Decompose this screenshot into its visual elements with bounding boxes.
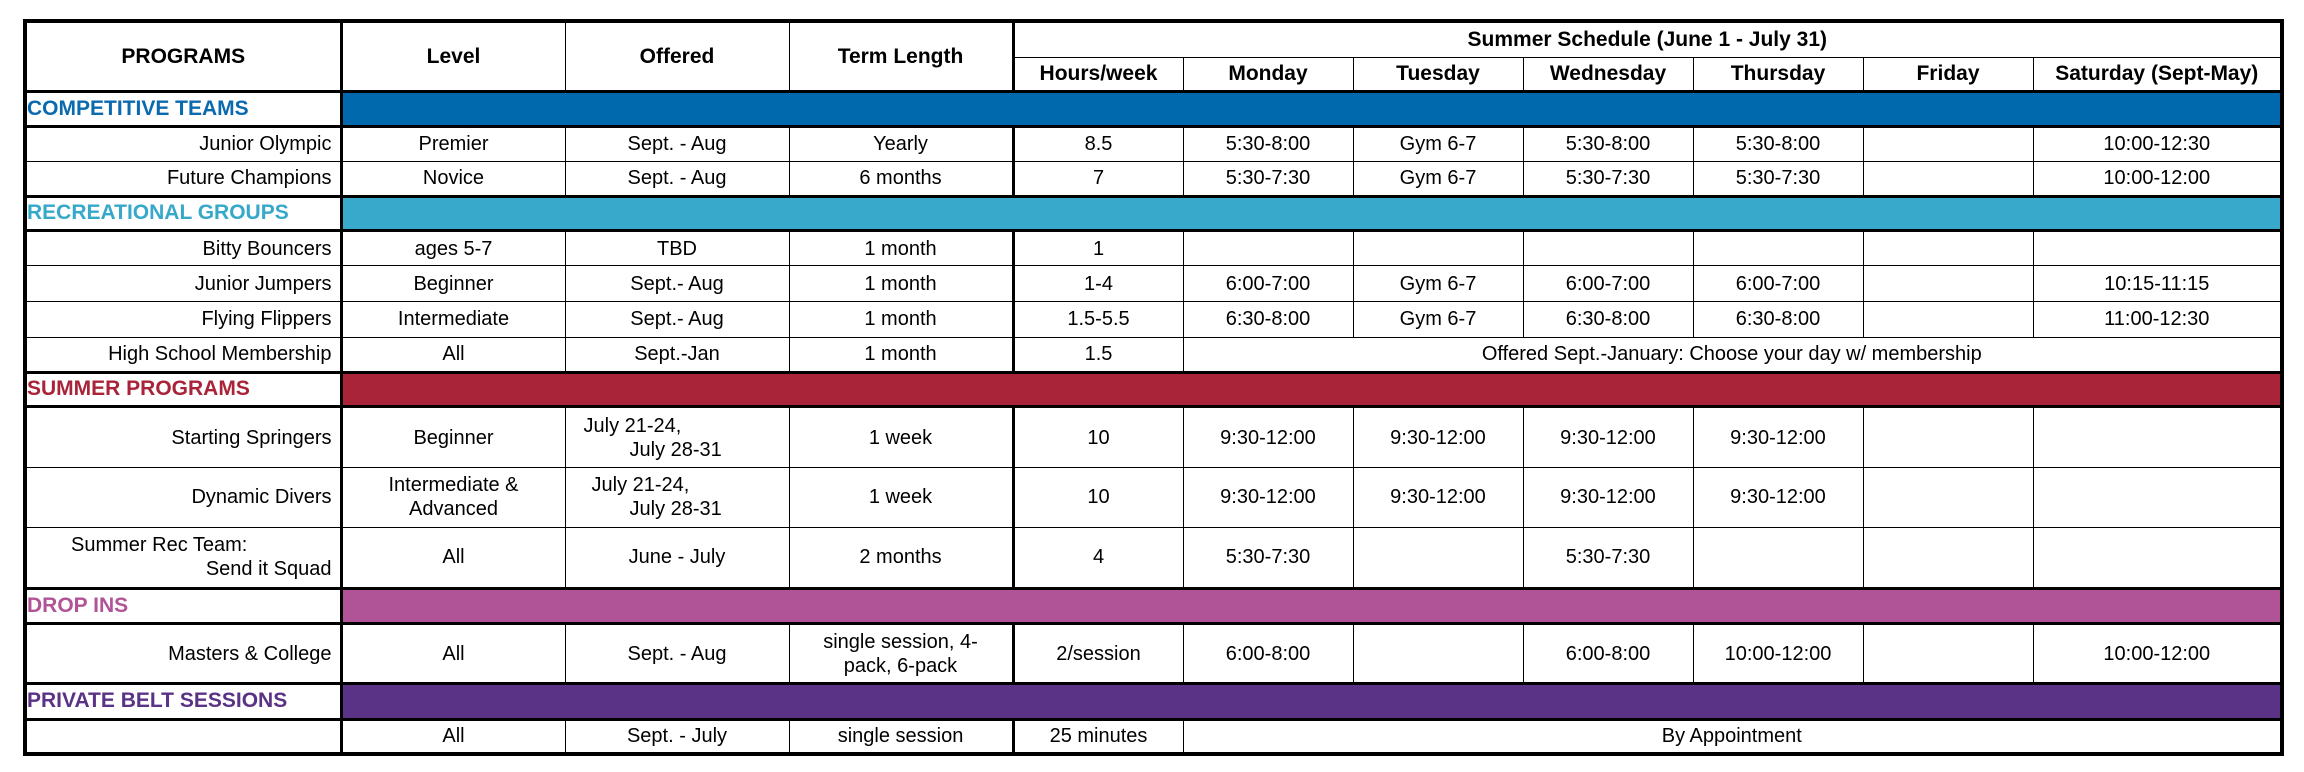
table-row xyxy=(25,624,2282,683)
hours-cell: 7 xyxy=(1013,161,1183,196)
monday-cell: 6:30-8:00 xyxy=(1183,301,1353,337)
tuesday-cell: Gym 6-7 xyxy=(1353,301,1523,337)
thursday-cell: 6:30-8:00 xyxy=(1693,301,1863,337)
offered-cell: Sept. - July xyxy=(565,719,789,754)
monday-cell: 9:30-12:00 xyxy=(1183,407,1353,467)
level-cell: Beginner xyxy=(341,407,565,467)
level-cell: Novice xyxy=(341,161,565,196)
term-cell: 1 week xyxy=(789,407,1013,467)
term-cell: single session xyxy=(789,719,1013,754)
program-name: Starting Springers xyxy=(25,407,341,467)
level-cell: Premier xyxy=(341,126,565,161)
offered-cell: Sept. - Aug xyxy=(565,126,789,161)
friday-cell xyxy=(1863,624,2033,683)
program-name: Flying Flippers xyxy=(25,301,341,337)
offered-cell: Sept.- Aug xyxy=(565,266,789,302)
offered-cell: Sept.- Aug xyxy=(565,301,789,337)
level-line-2: Advanced xyxy=(409,498,498,521)
hours-cell: 4 xyxy=(1013,528,1183,588)
header-monday: Monday xyxy=(1183,58,1353,92)
level-cell: All xyxy=(341,719,565,754)
table-row xyxy=(25,528,2282,588)
header-level: Level xyxy=(341,21,565,92)
section-label-recreational: RECREATIONAL GROUPS xyxy=(25,196,341,231)
header-thursday: Thursday xyxy=(1693,58,1863,92)
section-bar-recreational xyxy=(341,196,2282,231)
friday-cell xyxy=(1863,407,2033,467)
saturday-cell: 10:00-12:30 xyxy=(2033,126,2282,161)
saturday-cell xyxy=(2033,467,2282,527)
section-label-competitive: COMPETITIVE TEAMS xyxy=(25,92,341,127)
section-label-dropins: DROP INS xyxy=(25,588,341,624)
term-cell: 1 month xyxy=(789,231,1013,266)
saturday-cell xyxy=(2033,407,2282,467)
offered-line-1: July 21-24, xyxy=(583,414,682,437)
table-row xyxy=(25,467,2282,527)
table-row xyxy=(25,407,2282,467)
program-name: High School Membership xyxy=(25,337,341,372)
header-term-length: Term Length xyxy=(789,21,1013,92)
section-row-summer xyxy=(25,372,2282,407)
table-row xyxy=(25,126,2282,161)
tuesday-cell: 9:30-12:00 xyxy=(1353,467,1523,527)
header-friday: Friday xyxy=(1863,58,2033,92)
offered-cell: June - July xyxy=(565,528,789,588)
offered-cell xyxy=(565,407,789,467)
hours-cell: 25 minutes xyxy=(1013,719,1183,754)
saturday-cell xyxy=(2033,231,2282,266)
saturday-cell: 10:00-12:00 xyxy=(2033,161,2282,196)
saturday-cell: 11:00-12:30 xyxy=(2033,301,2282,337)
section-bar-summer xyxy=(341,372,2282,407)
monday-cell: 5:30-8:00 xyxy=(1183,126,1353,161)
term-line-2: pack, 6-pack xyxy=(843,654,958,677)
program-name: Junior Olympic xyxy=(25,126,341,161)
level-cell: All xyxy=(341,337,565,372)
thursday-cell: 10:00-12:00 xyxy=(1693,624,1863,683)
header-tuesday: Tuesday xyxy=(1353,58,1523,92)
term-cell: 2 months xyxy=(789,528,1013,588)
thursday-cell: 5:30-8:00 xyxy=(1693,126,1863,161)
thursday-cell: 9:30-12:00 xyxy=(1693,407,1863,467)
hours-cell: 1.5 xyxy=(1013,337,1183,372)
program-name: Future Champions xyxy=(25,161,341,196)
friday-cell xyxy=(1863,231,2033,266)
program-name: Bitty Bouncers xyxy=(25,231,341,266)
offered-line-2: July 28-31 xyxy=(629,498,722,521)
offered-cell xyxy=(565,467,789,527)
level-line-1: Intermediate & xyxy=(388,474,519,497)
program-name: Dynamic Divers xyxy=(25,467,341,527)
offered-cell: Sept.-Jan xyxy=(565,337,789,372)
term-cell: 1 month xyxy=(789,337,1013,372)
term-line-1: single session, 4- xyxy=(823,630,978,653)
level-cell: All xyxy=(341,624,565,683)
wednesday-cell: 6:30-8:00 xyxy=(1523,301,1693,337)
header-offered: Offered xyxy=(565,21,789,92)
wednesday-cell: 6:00-8:00 xyxy=(1523,624,1693,683)
hours-cell: 1-4 xyxy=(1013,266,1183,302)
table-row xyxy=(25,161,2282,196)
schedule-note: By Appointment xyxy=(1183,719,2282,754)
program-name: Masters & College xyxy=(25,624,341,683)
friday-cell xyxy=(1863,266,2033,302)
section-row-private xyxy=(25,683,2282,719)
friday-cell xyxy=(1863,467,2033,527)
thursday-cell: 5:30-7:30 xyxy=(1693,161,1863,196)
tuesday-cell: Gym 6-7 xyxy=(1353,161,1523,196)
offered-line-1: July 21-24, xyxy=(591,474,690,497)
tuesday-cell: Gym 6-7 xyxy=(1353,266,1523,302)
level-cell: Intermediate xyxy=(341,301,565,337)
hours-cell: 10 xyxy=(1013,407,1183,467)
friday-cell xyxy=(1863,301,2033,337)
section-label-summer: SUMMER PROGRAMS xyxy=(25,372,341,407)
table-row xyxy=(25,719,2282,754)
term-cell: Yearly xyxy=(789,126,1013,161)
header-wednesday: Wednesday xyxy=(1523,58,1693,92)
monday-cell: 5:30-7:30 xyxy=(1183,161,1353,196)
wednesday-cell: 9:30-12:00 xyxy=(1523,407,1693,467)
section-bar-private xyxy=(341,683,2282,719)
term-cell: 1 month xyxy=(789,266,1013,302)
level-cell: All xyxy=(341,528,565,588)
saturday-cell: 10:15-11:15 xyxy=(2033,266,2282,302)
hours-cell: 1.5-5.5 xyxy=(1013,301,1183,337)
thursday-cell xyxy=(1693,528,1863,588)
offered-cell: Sept. - Aug xyxy=(565,624,789,683)
header-hours-week: Hours/week xyxy=(1013,58,1183,92)
tuesday-cell: 9:30-12:00 xyxy=(1353,407,1523,467)
section-row-dropins xyxy=(25,588,2282,624)
term-cell: 1 month xyxy=(789,301,1013,337)
wednesday-cell: 6:00-7:00 xyxy=(1523,266,1693,302)
table-row xyxy=(25,337,2282,372)
level-cell: ages 5-7 xyxy=(341,231,565,266)
monday-cell xyxy=(1183,231,1353,266)
hours-cell: 8.5 xyxy=(1013,126,1183,161)
program-name xyxy=(25,528,341,588)
schedule-table xyxy=(23,19,2284,756)
monday-cell: 9:30-12:00 xyxy=(1183,467,1353,527)
schedule-note: Offered Sept.-January: Choose your day w/ membership xyxy=(1183,337,2282,372)
program-line-1: Summer Rec Team: xyxy=(71,534,248,557)
table-row xyxy=(25,231,2282,266)
program-name xyxy=(25,719,341,754)
saturday-cell: 10:00-12:00 xyxy=(2033,624,2282,683)
level-cell: Beginner xyxy=(341,266,565,302)
section-label-private: PRIVATE BELT SESSIONS xyxy=(25,683,341,719)
term-cell: 1 week xyxy=(789,467,1013,527)
friday-cell xyxy=(1863,528,2033,588)
saturday-cell xyxy=(2033,528,2282,588)
thursday-cell: 6:00-7:00 xyxy=(1693,266,1863,302)
monday-cell: 5:30-7:30 xyxy=(1183,528,1353,588)
header-row-1 xyxy=(25,21,2282,58)
tuesday-cell xyxy=(1353,231,1523,266)
wednesday-cell: 5:30-8:00 xyxy=(1523,126,1693,161)
friday-cell xyxy=(1863,161,2033,196)
thursday-cell: 9:30-12:00 xyxy=(1693,467,1863,527)
hours-cell: 2/session xyxy=(1013,624,1183,683)
header-programs: PROGRAMS xyxy=(25,21,341,92)
header-saturday: Saturday (Sept-May) xyxy=(2033,58,2282,92)
section-bar-dropins xyxy=(341,588,2282,624)
offered-cell: Sept. - Aug xyxy=(565,161,789,196)
hours-cell: 10 xyxy=(1013,467,1183,527)
friday-cell xyxy=(1863,126,2033,161)
tuesday-cell xyxy=(1353,624,1523,683)
term-cell: 6 months xyxy=(789,161,1013,196)
wednesday-cell: 5:30-7:30 xyxy=(1523,161,1693,196)
wednesday-cell: 9:30-12:00 xyxy=(1523,467,1693,527)
program-name: Junior Jumpers xyxy=(25,266,341,302)
wednesday-cell xyxy=(1523,231,1693,266)
hours-cell: 1 xyxy=(1013,231,1183,266)
program-line-2: Send it Squad xyxy=(205,558,332,581)
wednesday-cell: 5:30-7:30 xyxy=(1523,528,1693,588)
term-cell xyxy=(789,624,1013,683)
table-row xyxy=(25,301,2282,337)
section-bar-competitive xyxy=(341,92,2282,127)
thursday-cell xyxy=(1693,231,1863,266)
offered-line-2: July 28-31 xyxy=(629,438,722,461)
monday-cell: 6:00-8:00 xyxy=(1183,624,1353,683)
table-row xyxy=(25,266,2282,302)
level-cell xyxy=(341,467,565,527)
monday-cell: 6:00-7:00 xyxy=(1183,266,1353,302)
section-row-competitive xyxy=(25,92,2282,127)
tuesday-cell xyxy=(1353,528,1523,588)
tuesday-cell: Gym 6-7 xyxy=(1353,126,1523,161)
header-summer-schedule: Summer Schedule (June 1 - July 31) xyxy=(1013,21,2282,58)
section-row-recreational xyxy=(25,196,2282,231)
offered-cell: TBD xyxy=(565,231,789,266)
